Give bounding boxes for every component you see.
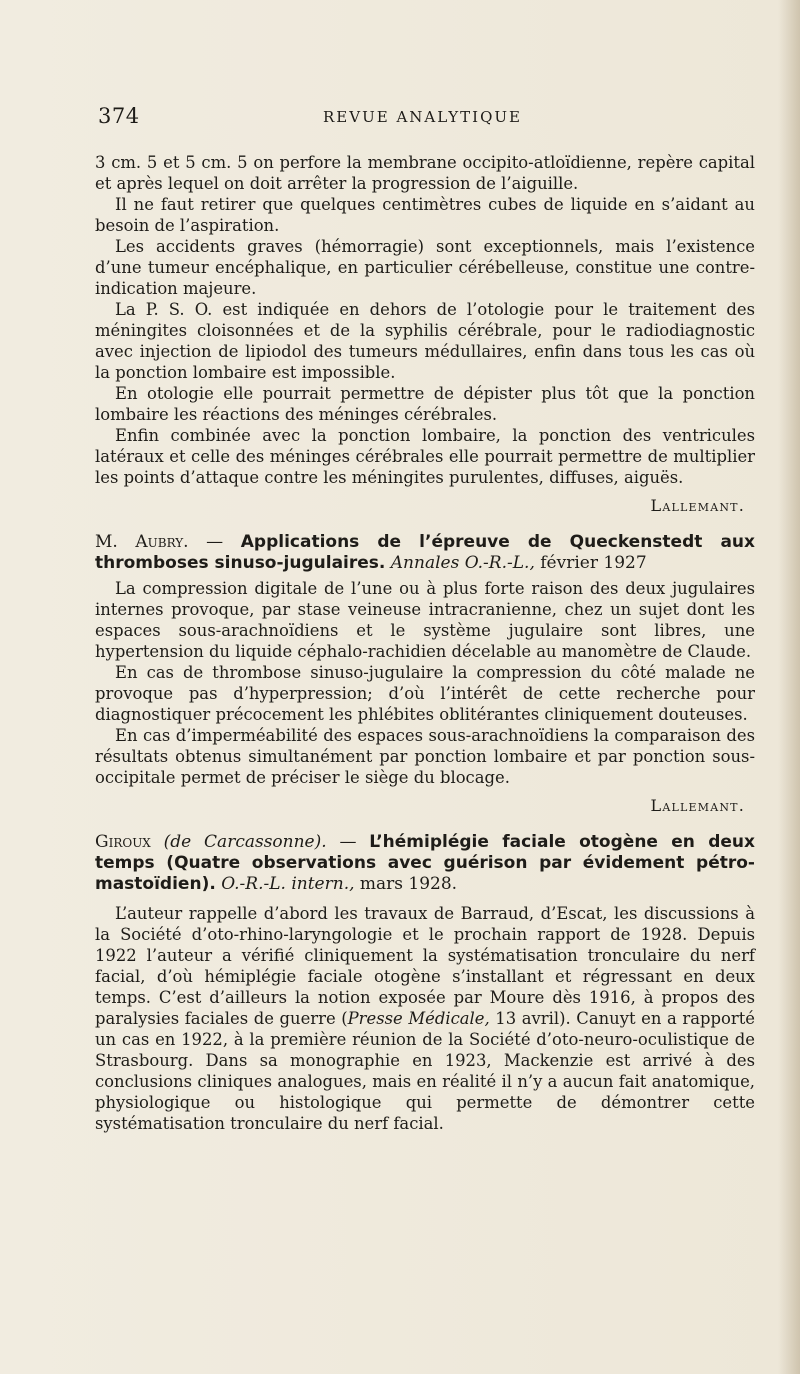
- paragraph: Enfin combinée avec la ponction lombaire, la ponction des ventricules latéraux et celle des méninges cérébrales elle pourrait permettre de multiplier les points d’attaque contre les méningites purulentes, diffuses, aiguës.: [95, 426, 755, 487]
- signature: Lallemant.: [650, 496, 745, 515]
- paragraph: En otologie elle pourrait permettre de dépister plus tôt que la ponction lombaire les réactions des méninges cérébrales.: [95, 384, 755, 424]
- paragraph: La P. S. O. est indiquée en dehors de l’otologie pour le traitement des méningites cloisonnées et de la syphilis cérébrale, pour le radiodiagnostic avec injection de lipiodol des tumeurs médullaires, enfin dans tous les cas où la ponction lombaire est impossible.: [95, 300, 755, 382]
- journal-name: O.-R.-L. intern.,: [221, 874, 355, 894]
- article-heading: [95, 832, 755, 895]
- heading-dash: —: [188, 532, 241, 552]
- page-edge-shadow: [778, 0, 800, 1374]
- cited-journal: Presse Médicale,: [347, 1009, 490, 1028]
- article-title: Applications de l’épreuve de Queckenstedt aux thromboses sinuso-jugulaires.: [95, 532, 756, 573]
- page-body: [95, 152, 755, 1134]
- author-place: (de Carcassonne).: [163, 832, 327, 852]
- page-number: 374: [98, 104, 140, 128]
- paragraph-text: L’auteur rappelle d’abord les travaux de Barraud, d’Escat, les discussions à la Société d’oto-rhino-laryngologie et le prochain rapport de 1928. Depuis 1922 l’auteur a vérifié cliniquement la systématisation tronculaire du nerf facial, d’où hémiplégie faciale otogène s’installant et régressant en deux temps. C’est d’ailleurs la notion exposée par Moure dès 1916, à propos des paralysies faciales de guerre (: [95, 904, 755, 1028]
- paragraph: En cas de thrombose sinuso-jugulaire la compression du côté malade ne provoque pas d’hyperpression; d’où l’intérêt de cette recherche pour diagnostiquer précocement les phlébites oblitérantes cliniquement douteuses.: [95, 663, 755, 724]
- page-header: [90, 104, 755, 130]
- article-author: M. Aubry.: [95, 532, 189, 552]
- signature: Lallemant.: [650, 796, 745, 815]
- publication-date: mars 1928.: [354, 874, 458, 894]
- paragraph: [95, 903, 755, 1134]
- paragraph: Il ne faut retirer que quelques centimètres cubes de liquide en s’aidant au besoin de l’aspiration.: [95, 195, 755, 235]
- paragraph-text: 13 avril). Canuyt en a rapporté un cas en 1922, à la première réunion de la Société d’oto-neuro-oculistique de Strasbourg. Dans sa monographie en 1923, Mackenzie est arrivé à des conclusions cliniques analogues, mais en réalité il n’y a aucun fait anatomique, physiologique ou histologique qui permette de démontrer cette systématisation tronculaire du nerf facial.: [95, 1009, 755, 1133]
- article-title: L’hémiplégie faciale otogène en deux temps (Quatre observations avec guérison par évidement pétro-mastoïdien).: [95, 832, 755, 894]
- paragraph: Les accidents graves (hémorragie) sont exceptionnels, mais l’existence d’une tumeur encéphalique, en particulier cérébelleuse, constitue une contre-indication majeure.: [95, 237, 755, 298]
- journal-name: Annales O.-R.-L.,: [390, 553, 535, 573]
- paragraph: En cas d’imperméabilité des espaces sous-arachnoïdiens la comparaison des résultats obtenus simultanément par ponction lombaire et par ponction sous-occipitale permet de préciser le siège du blocage.: [95, 726, 755, 787]
- publication-date: février 1927: [534, 553, 647, 573]
- paragraph: 3 cm. 5 et 5 cm. 5 on perfore la membrane occipito-atloïdienne, repère capital et après lequel on doit arrêter la progression de l’aiguille.: [95, 153, 755, 193]
- article-heading: [95, 532, 755, 574]
- paragraph: La compression digitale de l’une ou à plus forte raison des deux jugulaires internes provoque, par stase veineuse intracranienne, chez un sujet dont les espaces sous-arachnoïdiens et le système jugulaire sont libres, une hypertension du liquide céphalo-rachidien décelable au manomètre de Claude.: [95, 579, 755, 661]
- article-author: Giroux: [95, 832, 151, 852]
- heading-dash: —: [326, 832, 370, 852]
- running-head: REVUE ANALYTIQUE: [323, 108, 522, 126]
